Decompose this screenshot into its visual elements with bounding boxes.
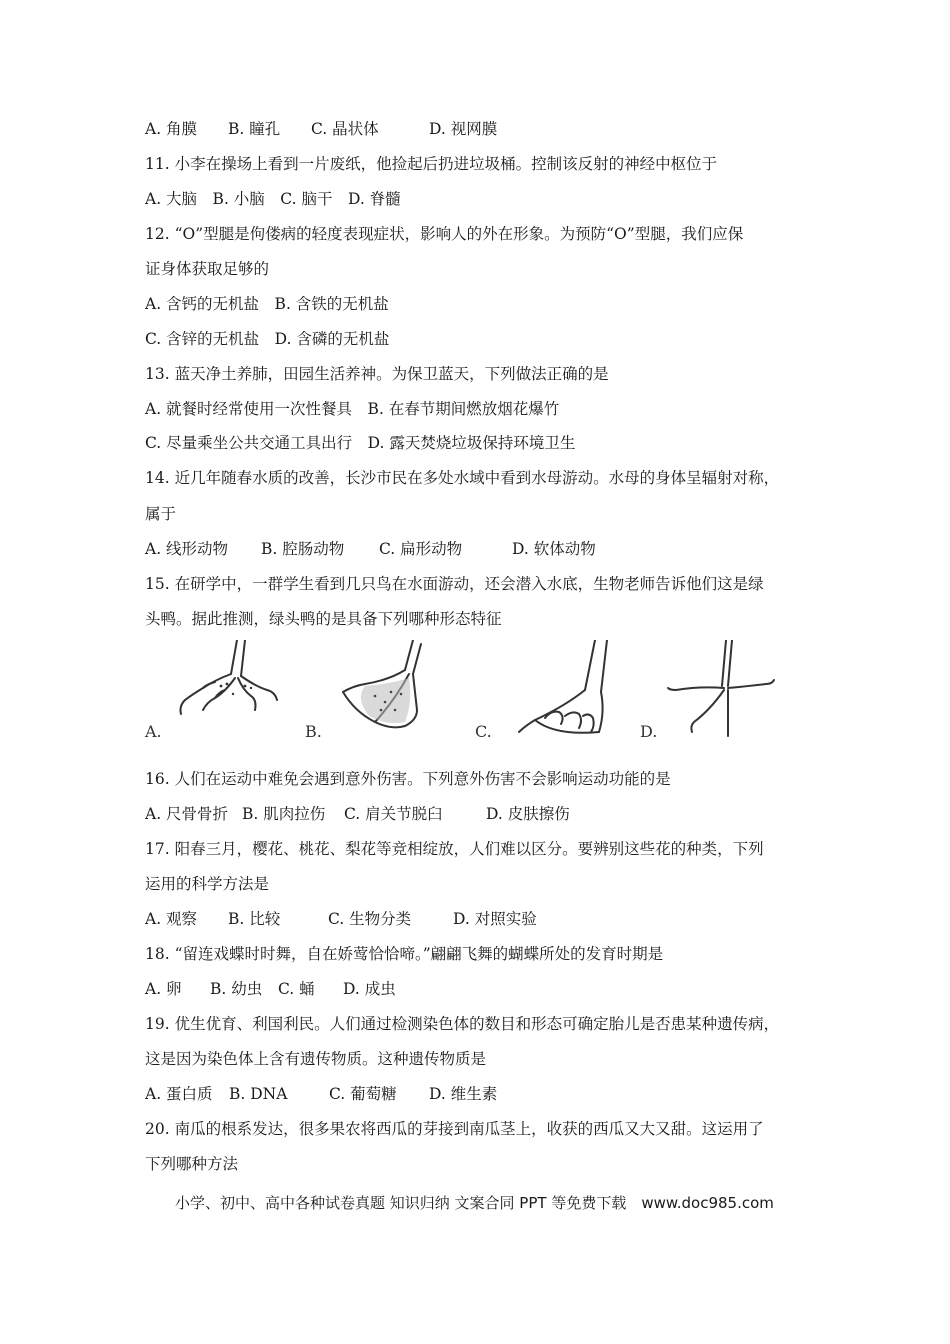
- q10-options: [145, 119, 497, 139]
- question-18-options: [145, 979, 396, 999]
- perching-foot-icon: [640, 640, 790, 745]
- option: D. 对照实验: [453, 910, 537, 928]
- foot-d-image: [640, 640, 790, 745]
- question-20-line2: 下列哪种方法: [145, 1155, 239, 1173]
- option: C. 扁形动物: [379, 540, 463, 558]
- option: B. 腔肠动物: [261, 540, 345, 558]
- foot-c-image: [475, 640, 625, 745]
- question-17-line1: 17. 阳春三月，樱花、桃花、梨花等竞相绽放，人们难以区分。要辨别这些花的种类，下列: [145, 840, 764, 858]
- foot-a-image: [145, 640, 295, 745]
- question-16-options: [145, 804, 570, 824]
- question-11-options: A. 大脑 B. 小脑 C. 脑干 D. 脊髓: [145, 190, 401, 208]
- foot-b-label: B.: [305, 722, 322, 741]
- question-19-options: [145, 1084, 497, 1104]
- question-14-options: [145, 539, 596, 559]
- ground-bird-foot-icon: [475, 640, 625, 745]
- option: A. 线形动物: [145, 540, 229, 558]
- option: D. 软体动物: [512, 540, 596, 558]
- question-13-options-1: A. 就餐时经常使用一次性餐具 B. 在春节期间燃放烟花爆竹: [145, 400, 560, 418]
- webbed-foot-icon: [305, 640, 455, 745]
- option: D. 视网膜: [429, 120, 498, 138]
- option: D. 成虫: [343, 980, 396, 998]
- option: B. 比较: [228, 910, 281, 928]
- foot-c-label: C.: [475, 722, 492, 741]
- option: C. 肩关节脱臼: [344, 805, 443, 823]
- question-12-line1: 12. “O”型腿是佝偻病的轻度表现症状，影响人的外在形象。为预防“O”型腿，我们应保: [145, 225, 744, 243]
- question-11: 11. 小李在操场上看到一片废纸，他捡起后扔进垃圾桶。控制该反射的神经中枢位于: [145, 155, 718, 173]
- option: C. 生物分类: [328, 910, 412, 928]
- question-14-line1: 14. 近几年随春水质的改善，长沙市民在多处水域中看到水母游动。水母的身体呈辐射对称，: [145, 469, 780, 487]
- bird-feet-figure: [145, 640, 765, 745]
- option: C. 葡萄糖: [329, 1085, 397, 1103]
- option: B. 幼虫: [210, 980, 263, 998]
- raptor-talon-icon: [145, 640, 295, 745]
- option: A. 角膜: [145, 120, 198, 138]
- question-18: 18. “留连戏蝶时时舞，自在娇莺恰恰啼。”翩翩飞舞的蝴蝶所处的发育时期是: [145, 945, 664, 963]
- question-20-line1: 20. 南瓜的根系发达，很多果农将西瓜的芽接到南瓜茎上，收获的西瓜又大又甜。这运用了: [145, 1120, 764, 1138]
- question-19-line2: 这是因为染色体上含有遗传物质。这种遗传物质是: [145, 1050, 487, 1068]
- question-13: 13. 蓝天净土养肺，田园生活养神。为保卫蓝天，下列做法正确的是: [145, 365, 609, 383]
- foot-b-image: [305, 640, 455, 745]
- option: A. 尺骨骨折: [145, 805, 229, 823]
- option: B. DNA: [229, 1085, 288, 1103]
- question-16: 16. 人们在运动中难免会遇到意外伤害。下列意外伤害不会影响运动功能的是: [145, 770, 671, 788]
- option: A. 卵: [145, 980, 182, 998]
- option: A. 观察: [145, 910, 198, 928]
- question-17-line2: 运用的科学方法是: [145, 875, 270, 893]
- question-15-line1: 15. 在研学中，一群学生看到几只鸟在水面游动，还会潜入水底，生物老师告诉他们这是绿: [145, 575, 764, 593]
- question-12-options-2: C. 含锌的无机盐 D. 含磷的无机盐: [145, 330, 390, 348]
- foot-d-label: D.: [640, 722, 658, 741]
- question-19-line1: 19. 优生优育、利国利民。人们通过检测染色体的数目和形态可确定胎儿是否患某种遗传病，: [145, 1015, 780, 1033]
- question-12-line2: 证身体获取足够的: [145, 260, 270, 278]
- question-13-options-2: C. 尽量乘坐公共交通工具出行 D. 露天焚烧垃圾保持环境卫生: [145, 434, 576, 452]
- option: B. 肌肉拉伤: [242, 805, 326, 823]
- option: D. 维生素: [429, 1085, 498, 1103]
- page-footer: 小学、初中、高中各种试卷真题 知识归纳 文案合同 PPT 等免费下载 www.doc985.com: [175, 1194, 774, 1212]
- question-17-options: [145, 909, 537, 929]
- option: A. 蛋白质: [145, 1085, 213, 1103]
- option: C. 蛹: [278, 980, 315, 998]
- foot-a-label: A.: [145, 722, 162, 741]
- option: B. 瞳孔: [228, 120, 281, 138]
- option: C. 晶状体: [311, 120, 379, 138]
- question-14-line2: 属于: [145, 505, 177, 523]
- question-12-options-1: A. 含钙的无机盐 B. 含铁的无机盐: [145, 295, 389, 313]
- option: D. 皮肤擦伤: [486, 805, 570, 823]
- question-15-line2: 头鸭。据此推测，绿头鸭的是具备下列哪种形态特征: [145, 610, 502, 628]
